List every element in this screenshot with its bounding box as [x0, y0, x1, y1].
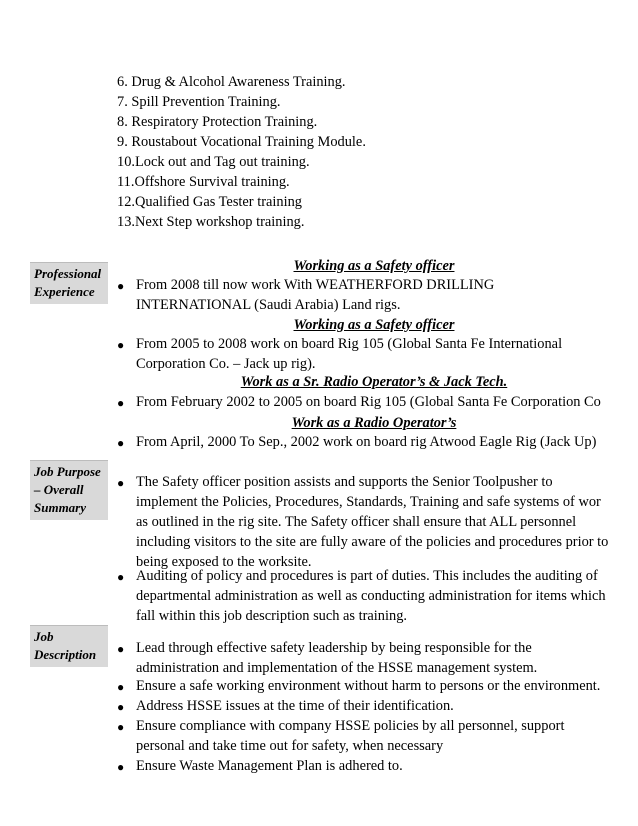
bullet-icon: ● [117, 436, 125, 450]
training-item: 6. Drug & Alcohol Awareness Training. [117, 74, 346, 90]
bullet-icon: ● [117, 720, 125, 734]
bullet-icon: ● [117, 760, 125, 774]
section-label-job-purpose: Job Purpose – Overall Summary [30, 460, 108, 520]
bullet-icon: ● [117, 680, 125, 694]
bullet-item: ● From February 2002 to 2005 on board Rig 105 (Global Santa Fe Corporation Co [117, 393, 638, 413]
training-item: 8. Respiratory Protection Training. [117, 114, 318, 130]
training-item: 7. Spill Prevention Training. [117, 94, 281, 110]
bullet-icon: ● [117, 396, 125, 410]
job-heading: Work as a Radio Operator’s [291, 415, 457, 431]
training-list [117, 72, 366, 232]
bullet-icon: ● [117, 476, 125, 490]
training-item: 10.Lock out and Tag out training. [117, 154, 310, 170]
bullet-item: ● Ensure Waste Management Plan is adhered to. [117, 757, 638, 777]
bullet-item: ● Lead through effective safety leadership by being responsible for the administration and implementation of the HSSE management system. [117, 640, 538, 676]
bullet-icon: ● [117, 700, 125, 714]
section-label-job-description: Job Description [30, 625, 108, 667]
bullet-item: ● Address HSSE issues at the time of their identification. [117, 697, 638, 717]
bullet-icon: ● [117, 338, 125, 352]
job-heading: Work as a Sr. Radio Operator’s & Jack Tech. [240, 374, 508, 390]
bullet-icon: ● [117, 279, 125, 293]
training-item: 13.Next Step workshop training. [117, 214, 305, 230]
bullet-item: ● Ensure compliance with company HSSE policies by all personnel, support personal and take time out for safety, when necessary [117, 718, 565, 754]
bullet-item: ● Ensure a safe working environment without harm to persons or the environment. [117, 677, 638, 697]
bullet-icon: ● [117, 642, 125, 656]
bullet-item: ● The Safety officer position assists and supports the Senior Toolpusher to implement the Policies, Procedures, Standards, Training and safe systems of wor as outlined in the rig site. The Safety officer shall ensure that ALL personnel including visitors to the site are fully aware of the policies and procedures prior to being exposed to the worksite. [117, 474, 609, 570]
bullet-item: ● From 2005 to 2008 work on board Rig 105 (Global Santa Fe International Corporation Co. – Jack up rig). [117, 336, 563, 372]
training-item: 11.Offshore Survival training. [117, 174, 290, 190]
bullet-item: ● From 2008 till now work With WEATHERFORD DRILLING INTERNATIONAL (Saudi Arabia) Land rigs. [117, 277, 495, 313]
job-heading: Working as a Safety officer [293, 317, 455, 333]
bullet-item: ● Auditing of policy and procedures is part of duties. This includes the auditing of departmental administration as well as conducting administration for items which fall within this job description such as training. [117, 568, 606, 624]
section-label-professional-experience: Professional Experience [30, 262, 108, 304]
bullet-icon: ● [117, 570, 125, 584]
job-heading: Working as a Safety officer [293, 258, 455, 274]
training-item: 9. Roustabout Vocational Training Module. [117, 134, 366, 150]
training-item: 12.Qualified Gas Tester training [117, 194, 302, 210]
bullet-item: ● From April, 2000 To Sep., 2002 work on board rig Atwood Eagle Rig (Jack Up) [117, 433, 638, 453]
